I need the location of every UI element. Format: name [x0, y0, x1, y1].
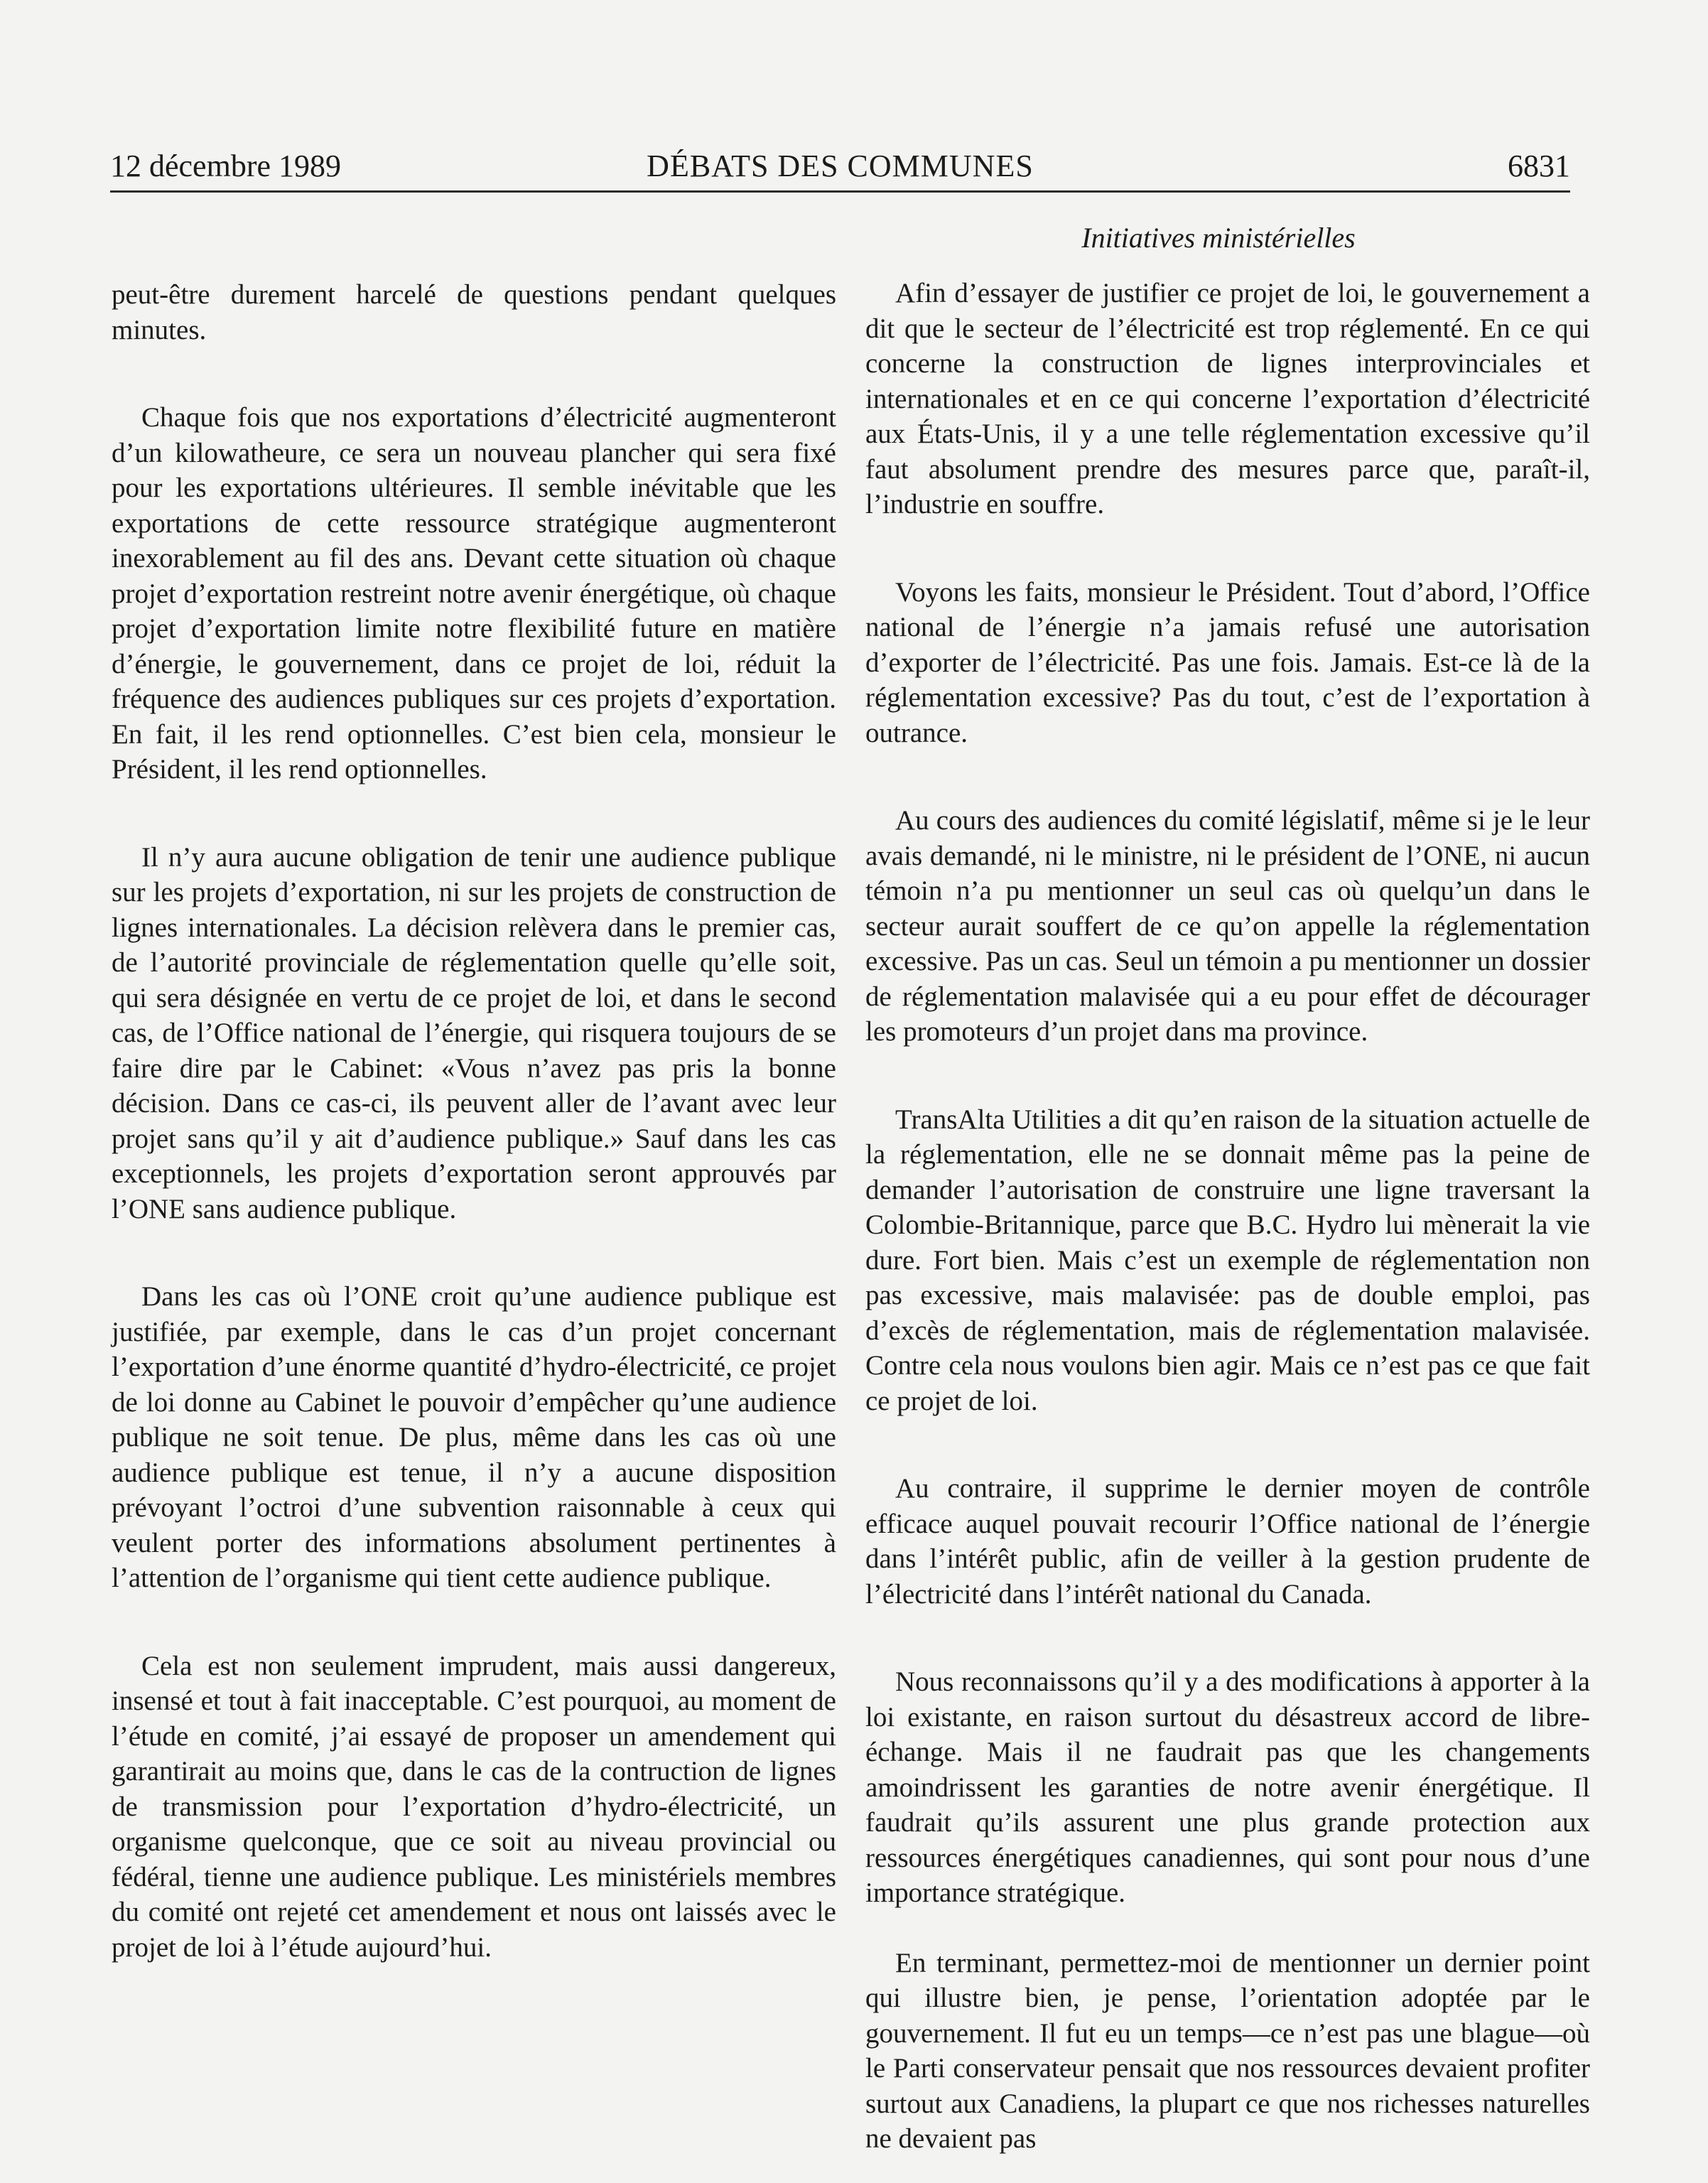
paragraph: En terminant, permettez-moi de mentionner un dernier point qui illustre bien, je pense, l’orientation adoptée par le gouvernement. Il fut eu un temps—ce n’est pas une blague—où le Parti conservateur pensait que nos ressources devaient profiter surtout aux Canadiens, la plupart ce que nos richesses naturelles ne devaient pas — [865, 1947, 1590, 2154]
paragraph: Nous reconnaissons qu’il y a des modifications à apporter à la loi existante, en raison surtout du désastreux accord de libre-échange. Mais il ne faudrait pas que les changements amoindrissent les garanties de notre avenir énergétique. Il faudrait qu’ils assurent une plus grande protection aux ressources énergétiques canadiennes, qui sont pour nous d’une importance stratégique. — [865, 1666, 1590, 1908]
page-header — [110, 146, 1570, 186]
paragraph: Afin d’essayer de justifier ce projet de loi, le gouvernement a dit que le secteur de l’électricité est trop réglementé. En ce qui concerne la construction de lignes interprovinciales et internationales et en ce qui concerne l’exportation d’électricité aux États-Unis, il y a une telle réglementation excessive qu’il faut absolument prendre des mesures parce que, paraît-il, l’industrie en souffre. — [865, 278, 1590, 519]
section-label: Initiatives ministérielles — [1081, 222, 1356, 254]
paragraph: Dans les cas où l’ONE croit qu’une audience publique est justifiée, par exemple, dans le cas d’un projet concernant l’exportation d’une énorme quantité d’hydro-électricité, ce projet de loi donne au Cabinet le pouvoir d’empêcher qu’une audience publique ne soit tenue. De plus, même dans les cas où une audience publique est tenue, il n’y a aucune disposition prévoyant l’octroi d’une subvention raisonnable à ceux qui veulent porter des informations absolument pertinentes à l’attention de l’organisme qui tient cette audience publique. — [112, 1281, 836, 1593]
page-number: 6831 — [1508, 149, 1570, 183]
left-column — [112, 277, 836, 1965]
paragraph: Chaque fois que nos exportations d’électricité augmenteront d’un kilowatheure, ce sera un nouveau plancher qui sera fixé pour les exportations ultérieures. Il semble inévitable que les exportations de cette ressource stratégique augmenteront inexorablement au fil des ans. Devant cette situation où chaque projet d’exportation restreint notre avenir énergétique, où chaque projet d’exportation limite notre flexibilité future en matière d’énergie, le gouvernement, dans ce projet de loi, réduit la fréquence des audiences publiques sur ces projets d’exportation. En fait, il les rend optionnelles. C’est bien cela, monsieur le Président, il les rend optionnelles. — [112, 402, 836, 785]
paragraph: Au contraire, il supprime le dernier moyen de contrôle efficace auquel pouvait recourir l’Office national de l’énergie dans l’intérêt public, afin de veiller à la gestion prudente de l’électricité dans l’intérêt national du Canada. — [865, 1473, 1590, 1610]
right-column — [865, 276, 1590, 2157]
paragraph: Il n’y aura aucune obligation de tenir une audience publique sur les projets d’exportation, ni sur les projets de construction de lignes internationales. La décision relèvera dans le premier cas, de l’autorité provinciale de réglementation quelle qu’elle soit, qui sera désignée en vertu de ce projet de loi, et dans le second cas, de l’Office national de l’énergie, qui risquera toujours de se faire dire par le Cabinet: «Vous n’avez pas pris la bonne décision. Dans ce cas-ci, ils peuvent aller de l’avant avec leur projet sans qu’il y ait d’audience publique.» Sauf dans les cas exceptionnels, les projets d’exportation seront approuvés par l’ONE sans audience publique. — [112, 841, 836, 1224]
header-rule — [110, 190, 1570, 193]
header-date: 12 décembre 1989 — [110, 149, 341, 183]
paragraph: peut-être durement harcelé de questions pendant quelques minutes. — [112, 279, 836, 345]
paragraph: Voyons les faits, monsieur le Président. Tout d’abord, l’Office national de l’énergie n’a jamais refusé une autorisation d’exporter de l’électricité. Pas une fois. Jamais. Est-ce là de la réglementation excessive? Pas du tout, c’est de l’exportation à outrance. — [865, 576, 1590, 748]
paragraph: Au cours des audiences du comité législatif, même si je le leur avais demandé, ni le ministre, ni le président de l’ONE, ni aucun témoin n’a pu mentionner un seul cas où quelqu’un dans le secteur aurait souffert de ce qu’on appelle la réglementation excessive. Pas un cas. Seul un témoin a pu mentionner un dossier de réglementation malavisée qui a eu pour effet de décourager les promoteurs d’un projet dans ma province. — [865, 805, 1590, 1047]
header-title: DÉBATS DES COMMUNES — [647, 149, 1034, 183]
paragraph: TransAlta Utilities a dit qu’en raison de la situation actuelle de la réglementation, elle ne se donnait même pas la peine de demander l’autorisation de construire une ligne traversant la Colombie-Britannique, parce que B.C. Hydro lui mènerait la vie dure. Fort bien. Mais c’est un exemple de réglementation non pas excessive, mais malavisée: pas de double emploi, pas d’excès de réglementation, mais de réglementation malavisée. Contre cela nous voulons bien agir. Mais ce n’est pas ce que fait ce projet de loi. — [865, 1104, 1590, 1416]
paragraph: Cela est non seulement imprudent, mais aussi dangereux, insensé et tout à fait inacceptable. C’est pourquoi, au moment de l’étude en comité, j’ai essayé de proposer un amendement qui garantirait au moins que, dans le cas de la contruction de lignes de transmission pour l’exportation d’hydro-électricité, un organisme quelconque, que ce soit au niveau provincial ou fédéral, tienne une audience publique. Les ministériels membres du comité ont rejeté cet amendement et nous ont laissés avec le projet de loi à l’étude aujourd’hui. — [112, 1650, 836, 1963]
